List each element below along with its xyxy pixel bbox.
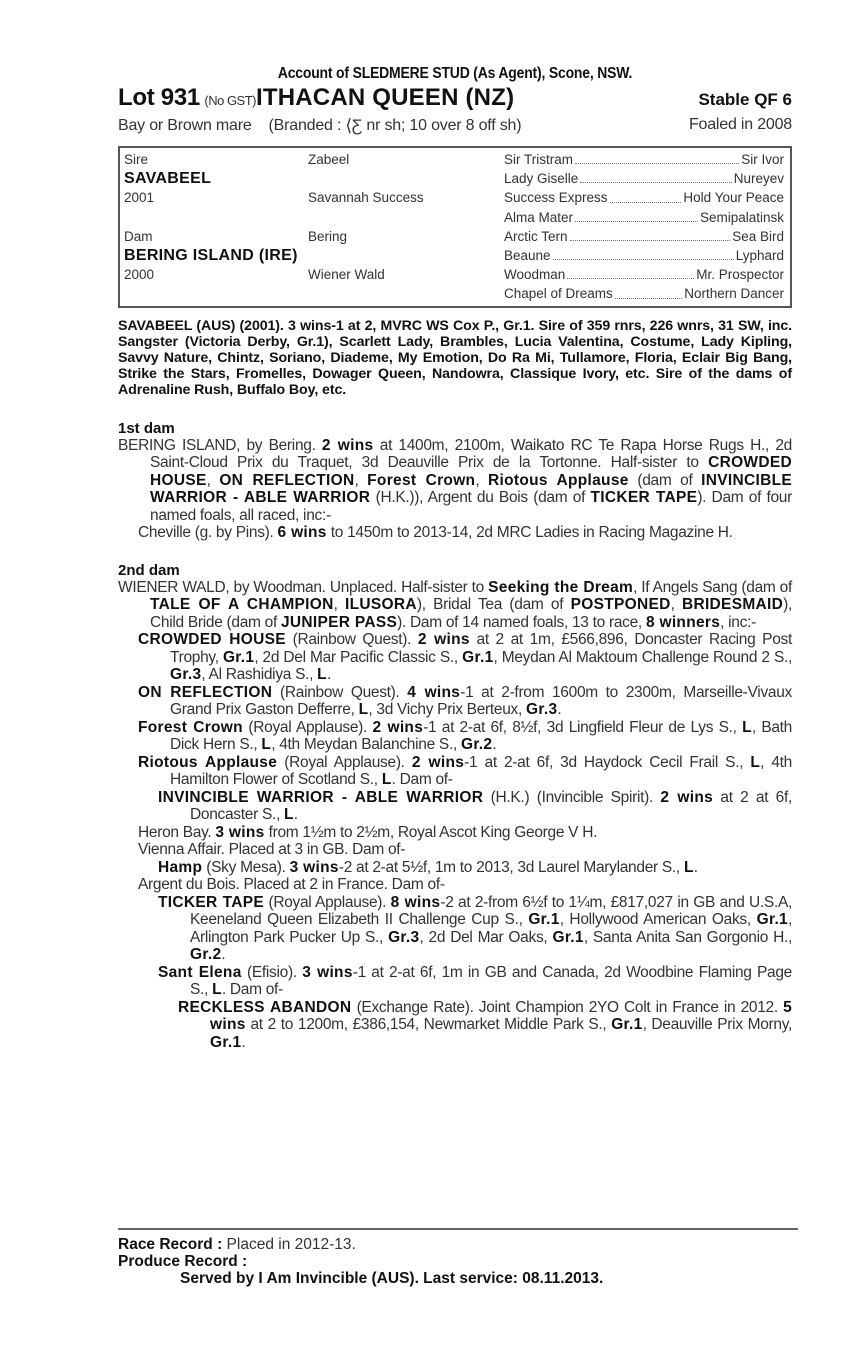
second-dam-body [118, 579, 792, 1052]
pedigree-entry: Riotous Applause (Royal Applause). 2 wins-1 at 2-at 6f, 3d Haydock Cecil Frail S., L, 4th Hamilton Flower of Scotland S., L. Dam of- [138, 753, 792, 789]
brand-mark-icon: ⟨Ƹ [345, 116, 363, 135]
pedigree-entry: RECKLESS ABANDON (Exchange Rate). Joint Champion 2YO Colt in France in 2012. 5 wins at 2 to 1200m, £386,154, Newmarket Middle Park S., Gr.1, Deauville Prix Morny, Gr.1. [178, 998, 793, 1051]
race-record-label: Race Record : [118, 1236, 223, 1253]
records-footer [118, 1228, 798, 1288]
pedigree-entry: Cheville (g. by Pins). 6 wins to 1450m to 2013-14, 2d MRC Ladies in Racing Magazine H. [138, 524, 733, 542]
produce-record-label: Produce Record : [118, 1253, 248, 1270]
first-dam-heading: 1st dam [118, 419, 175, 437]
pedigree-entry: ON REFLECTION (Rainbow Quest). 4 wins-1 at 2-from 1600m to 2300m, Marseille-Vivaux Grand Prix Gaston Defferre, L, 3d Vichy Prix Berteux, Gr.3. [138, 683, 792, 719]
second-dam-heading: 2nd dam [118, 561, 180, 579]
horse-description-row [118, 116, 792, 138]
second-dam-section [118, 562, 792, 1052]
ancestor-row: Chapel of Dreams Northern Dancer [504, 286, 784, 302]
sire-label: Sire [124, 152, 149, 167]
sire-name: SAVABEEL [124, 170, 212, 188]
ancestor-row: Alma Mater Semipalatinsk [504, 209, 784, 225]
ancestor-row: Arctic Tern Sea Bird [504, 228, 784, 244]
pedigree-entry: WIENER WALD, by Woodman. Unplaced. Half-sister to Seeking the Dream, If Angels Sang (dam of TALE OF A CHAMPION, ILUSORA), Bridal Tea (dam of POSTPONED, BRIDESMAID), Child Bride (dam of JUNIPER PASS). Dam of 14 named foals, 13 to race, 8 winners, inc:- [118, 578, 793, 631]
dam-sire: Bering [308, 228, 348, 244]
gst-note: (No GST) [204, 93, 257, 108]
dam-dam: Wiener Wald [308, 267, 385, 283]
brand-prefix: (Branded : [268, 117, 342, 134]
pedigree-entry: BERING ISLAND, by Bering. 2 wins at 1400m, 2100m, Waikato RC Te Rapa Horse Rugs H., 2d Saint-Cloud Prix du Traquet, 3d Deauville Prix de la Tortonne. Half-sister to CROWDED HOUSE, ON REFLECTION, Forest Crown, Riotous Applause (dam of INVINCIBLE WARRIOR - ABLE WARRIOR (H.K.)), Argent du Bois (dam of TICKER TAPE). Dam of four named foals, all raced, inc:- [118, 436, 792, 524]
lot-heading [118, 84, 514, 112]
lot-number: Lot 931 [118, 84, 200, 111]
vendor-account: Account of SLEDMERE STUD (As Agent), Scone, NSW. [277, 65, 633, 82]
pedigree-entry: Vienna Affair. Placed at 3 in GB. Dam of- [138, 841, 406, 859]
first-dam-body [118, 437, 792, 542]
pedigree-entry: Forest Crown (Royal Applause). 2 wins-1 at 2-at 6f, 8½f, 3d Lingfield Fleur de Lys S., L, Bath Dick Hern S., L, 4th Meydan Balanchine S., Gr.2. [138, 718, 793, 754]
brand-suffix: nr sh; 10 over 8 off sh) [366, 117, 522, 134]
horse-description [118, 116, 521, 138]
ancestor-row: Success Express Hold Your Peace [504, 190, 784, 206]
catalogue-page [118, 64, 792, 1051]
sire-dam: Savannah Success [308, 190, 424, 206]
lot-title-row [118, 84, 792, 112]
pedigree-entry: INVINCIBLE WARRIOR - ABLE WARRIOR (H.K.) (Invincible Spirit). 2 wins at 2 at 6f, Doncaster S., L. [158, 788, 792, 824]
pedigree-table [118, 146, 792, 308]
stable-location: Stable QF 6 [698, 90, 792, 109]
dam-year: 2000 [124, 267, 155, 283]
sire-summary: SAVABEEL (AUS) (2001). 3 wins-1 at 2, MVRC WS Cox P., Gr.1. Sire of 359 rnrs, 226 wnrs, 31 SW, inc. Sangster (Victoria Derby, Gr.1), Scarlett Lady, Brambles, Lucia Valentina, Costume, Lady Kipling, Savvy Nature, Chintz, Soriano, Diademe, My Emotion, Do Ra Mi, Tullamore, Floria, Eclair Big Bang, Strike the Stars, Fromelles, Dowager Queen, Nandowra, Classique Ivory, etc. Sire of the dams of Adrenaline Rush, Buffalo Boy, etc. [118, 317, 792, 398]
ancestor-row: Sir Tristram Sir Ivor [504, 152, 784, 167]
ancestor-row: Lady Giselle Nureyev [504, 171, 784, 187]
dam-label: Dam [124, 228, 153, 244]
produce-record [118, 1253, 798, 1270]
pedigree-entry: Heron Bay. 3 wins from 1½m to 2½m, Royal Ascot King George V H. [138, 823, 598, 841]
first-dam-section [118, 420, 792, 542]
ancestor-row: Woodman Mr. Prospector [504, 267, 784, 283]
sire-sire: Zabeel [308, 152, 350, 167]
pedigree-entry: TICKER TAPE (Royal Applause). 8 wins-2 at 2-from 6½f to 1¼m, £817,027 in GB and U.S.A, Keeneland Queen Elizabeth II Challenge Cup S., Gr.1, Hollywood American Oaks, Gr.1, Arlington Park Pucker Up S., Gr.3, 2d Del Mar Oaks, Gr.1, Santa Anita San Gorgonio H., Gr.2. [158, 893, 792, 964]
sire-year: 2001 [124, 190, 155, 206]
ancestor-row: Beaune Lyphard [504, 248, 784, 264]
pedigree-entry: CROWDED HOUSE (Rainbow Quest). 2 wins at 2 at 1m, £566,896, Doncaster Racing Post Trophy, Gr.1, 2d Del Mar Pacific Classic S., Gr.1, Meydan Al Maktoum Challenge Round 2 S., Gr.3, Al Rashidiya S., L. [138, 631, 792, 684]
race-record-value: Placed in 2012-13. [226, 1236, 356, 1253]
service-note: Served by I Am Invincible (AUS). Last service: 08.11.2013. [180, 1270, 604, 1287]
pedigree-entry: Argent du Bois. Placed at 2 in France. Dam of- [138, 876, 445, 894]
race-record [118, 1236, 798, 1253]
colour-sex: Bay or Brown mare [118, 117, 252, 134]
pedigree-entry: Hamp (Sky Mesa). 3 wins-2 at 2-at 5½f, 1m to 2013, 3d Laurel Marylander S., L. [158, 858, 698, 876]
dam-name: BERING ISLAND (IRE) [124, 247, 298, 265]
foaled-year: Foaled in 2008 [688, 116, 792, 133]
pedigree-entry: Sant Elena (Efisio). 3 wins-1 at 2-at 6f, 1m in GB and Canada, 2d Woodbine Flaming Page S., L. Dam of- [158, 963, 792, 999]
horse-name: ITHACAN QUEEN (NZ) [256, 84, 515, 111]
